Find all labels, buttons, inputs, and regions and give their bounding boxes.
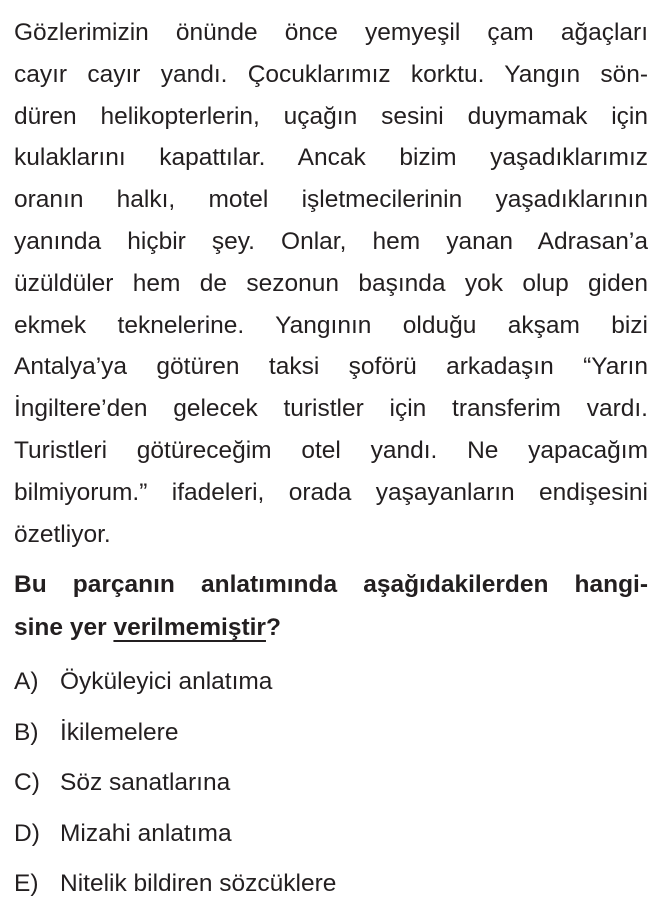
passage-line: oranın halkı, motel işletmecilerinin yaşadıklarının bbox=[14, 186, 648, 214]
question-line-1: Bu parçanın anlatımında aşağıdakilerden hangi- bbox=[14, 571, 648, 599]
question-line-2 bbox=[14, 606, 648, 649]
option-b[interactable] bbox=[14, 708, 648, 759]
passage-line: ekmek teknelerine. Yangının olduğu akşam bizi bbox=[14, 311, 648, 339]
passage-line: yanında hiçbir şey. Onlar, hem yanan Adrasan’a bbox=[14, 227, 648, 255]
option-text: Söz sanatlarına bbox=[60, 769, 231, 797]
option-letter: C) bbox=[14, 769, 40, 797]
answer-options bbox=[14, 657, 648, 910]
option-letter: A) bbox=[14, 668, 39, 696]
option-letter: E) bbox=[14, 870, 39, 898]
passage-line: bilmiyorum.” ifadeleri, orada yaşayanların endişesini bbox=[14, 478, 648, 506]
passage-line: Gözlerimizin önünde önce yemyeşil çam ağaçları bbox=[14, 19, 648, 46]
passage-line: özetliyor. bbox=[14, 520, 111, 548]
option-text: Mizahi anlatıma bbox=[60, 819, 232, 847]
option-c[interactable] bbox=[14, 758, 648, 809]
option-a[interactable] bbox=[14, 657, 648, 708]
passage-line: cayır cayır yandı. Çocuklarımız korktu. Yangın sön- bbox=[14, 60, 648, 88]
reading-passage bbox=[14, 12, 648, 555]
passage-line: Turistleri götüreceğim otel yandı. Ne yapacağım bbox=[14, 436, 648, 464]
passage-line: üzüldüler hem de sezonun başında yok olup giden bbox=[14, 269, 648, 297]
option-d[interactable] bbox=[14, 809, 648, 860]
passage-line: düren helikopterlerin, uçağın sesini duymamak için bbox=[14, 102, 648, 130]
option-e[interactable] bbox=[14, 859, 648, 910]
option-text: Nitelik bildiren sözcüklere bbox=[60, 870, 337, 898]
question-emphasis: verilmemiştir bbox=[113, 614, 266, 642]
option-text: İkilemelere bbox=[60, 718, 179, 746]
option-letter: B) bbox=[14, 718, 39, 746]
question-suffix: ? bbox=[265, 614, 281, 642]
question-prefix: sine yer bbox=[14, 614, 114, 642]
passage-line: İngiltere’den gelecek turistler için transferim vardı. bbox=[14, 395, 648, 423]
passage-line: kulaklarını kapattılar. Ancak bizim yaşadıklarımız bbox=[14, 144, 648, 172]
question-stem bbox=[14, 563, 648, 649]
option-letter: D) bbox=[14, 819, 40, 847]
passage-line: Antalya’ya götüren taksi şoförü arkadaşın “Yarın bbox=[14, 353, 648, 381]
option-text: Öyküleyici anlatıma bbox=[60, 668, 273, 696]
